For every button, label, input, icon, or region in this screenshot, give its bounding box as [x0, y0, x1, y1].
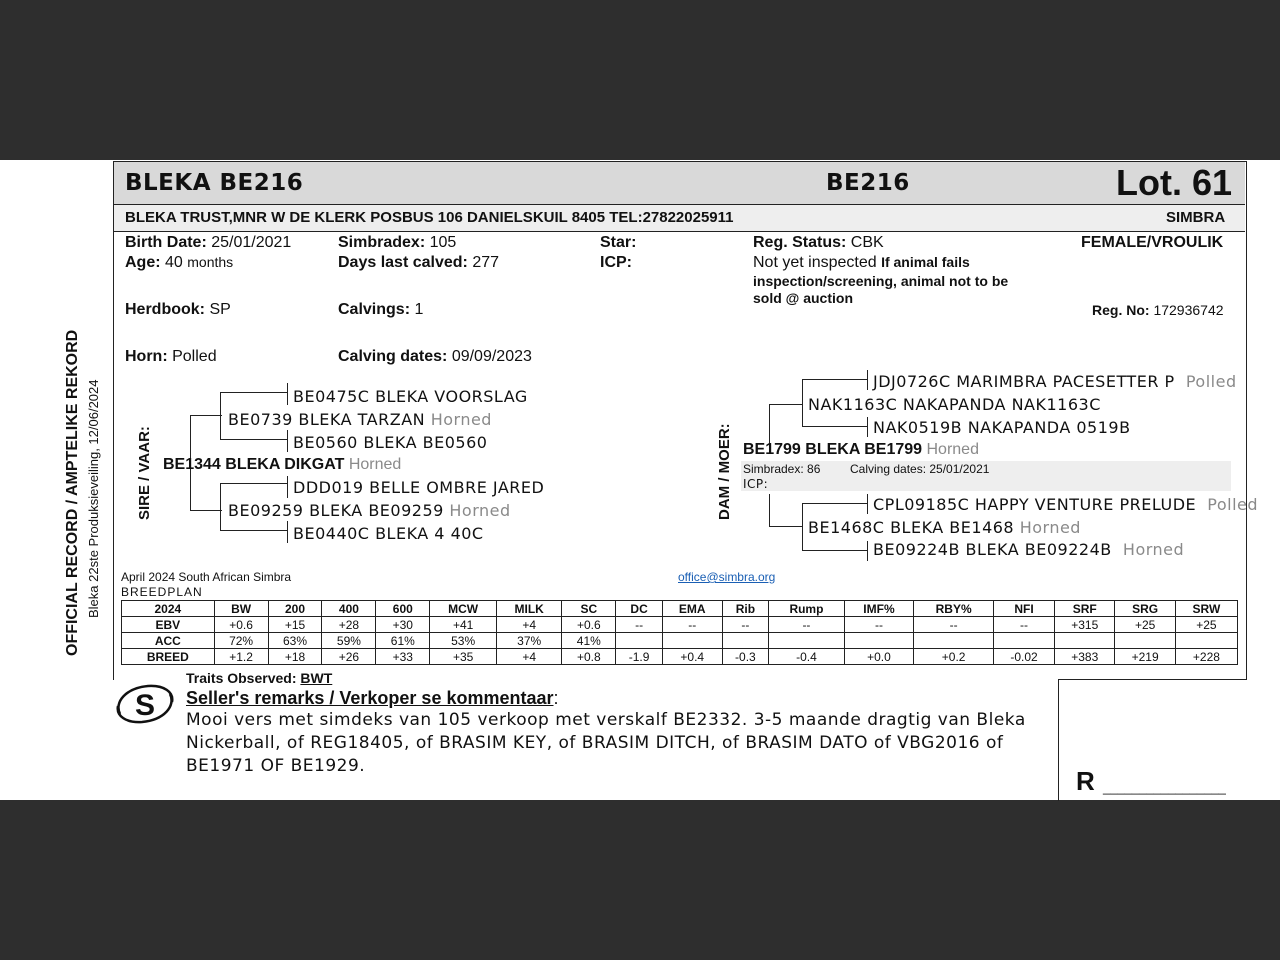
inspection-note-2: inspection/screening, animal not to be: [753, 273, 1009, 289]
ebv-cell: -0.3: [722, 649, 769, 665]
ebv-cell: [1055, 633, 1115, 649]
calvings-label: Calvings:: [338, 301, 411, 318]
remarks-title-text: Seller's remarks / Verkoper se kommentaar: [186, 688, 554, 708]
ebv-cell: +0.4: [662, 649, 722, 665]
calving-dates: [338, 348, 532, 366]
ebv-header-cell: BW: [214, 601, 268, 617]
ebv-header-cell: 2024: [122, 601, 215, 617]
ebv-cell: --: [844, 617, 914, 633]
inspection-note-1: If animal fails: [881, 254, 970, 270]
dam-ss-horn: Polled: [1185, 372, 1237, 391]
breed: SIMBRA: [1166, 209, 1226, 226]
ebv-header-cell: RBY%: [914, 601, 994, 617]
ebv-cell: +1.2: [214, 649, 268, 665]
ebv-header-cell: MCW: [430, 601, 497, 617]
calvings-value: 1: [414, 301, 424, 318]
dam-dd-name: BE09224B BLEKA BE09224B: [873, 540, 1112, 559]
traits-label: Traits Observed:: [186, 670, 297, 686]
dam-icp: ICP:: [743, 477, 769, 491]
sire-label: SIRE / VAAR:: [136, 426, 153, 520]
dam-sd: NAK0519B NAKAPANDA 0519B: [873, 418, 1131, 437]
ebv-cell: +219: [1115, 649, 1175, 665]
dam-dd-tick: [867, 541, 868, 561]
dam-ds-horn: Polled: [1207, 495, 1259, 514]
sire-d-horn: Horned: [449, 501, 511, 520]
ebv-header-cell: SRG: [1115, 601, 1175, 617]
ebv-cell: -0.02: [994, 649, 1055, 665]
ebv-cell: +25: [1175, 617, 1237, 633]
ebv-cell: [994, 633, 1055, 649]
herdbook-label: Herdbook:: [125, 301, 205, 318]
ebv-cell: +0.6: [214, 617, 268, 633]
ebv-cell: +18: [268, 649, 322, 665]
regno-label: Reg. No:: [1092, 302, 1150, 318]
ebv-cell: +28: [322, 617, 376, 633]
remarks-line-2: Nickerball, of REG18405, of BRASIM KEY, of BRASIM DITCH, of BRASIM DATO of VBG2016 of: [186, 733, 1004, 753]
sire-sd-tick: [287, 430, 288, 452]
ebv-cell: 37%: [497, 633, 562, 649]
sire-s: [228, 410, 492, 429]
ebv-header-row: [122, 601, 1238, 617]
dam-d-name: BE1468C BLEKA BE1468: [808, 518, 1015, 537]
sire-s-name: BE0739 BLEKA TARZAN: [228, 410, 426, 429]
birth-label: Birth Date:: [125, 234, 207, 251]
inspection-value: Not yet inspected: [753, 254, 877, 271]
regno-value: 172936742: [1153, 302, 1224, 318]
sale-name: Bleka 22ste Produksieveiling, 12/06/2024: [86, 379, 101, 618]
ebv-cell: --: [914, 617, 994, 633]
ebv-cell: -0.4: [769, 649, 844, 665]
sire-d: [228, 501, 511, 520]
ebv-cell: +0.6: [562, 617, 616, 633]
age: [125, 254, 233, 272]
ebv-cell: [914, 633, 994, 649]
ebv-header-cell: IMF%: [844, 601, 914, 617]
horn-label: Horn:: [125, 348, 168, 365]
ebv-table: [121, 600, 1238, 665]
dam-bracket-bottom: [769, 526, 803, 527]
ebv-header-cell: SC: [562, 601, 616, 617]
sire-ss-tick: [287, 383, 288, 405]
dam-s: NAK1163C NAKAPANDA NAK1163C: [808, 395, 1101, 414]
ebv-cell: [844, 633, 914, 649]
ebv-cell: +0.2: [914, 649, 994, 665]
owner-line: BLEKA TRUST,MNR W DE KLERK POSBUS 106 DANIELSKUIL 8405 TEL:27822025911: [125, 209, 734, 226]
remarks-line-3: BE1971 OF BE1929.: [186, 756, 366, 776]
ebv-cell: --: [722, 617, 769, 633]
ebv-row: [122, 617, 1238, 633]
reg-no: [1092, 302, 1224, 318]
ebv-cell: 53%: [430, 633, 497, 649]
price-blank[interactable]: _________________: [1103, 780, 1226, 795]
ebv-cell: [662, 633, 722, 649]
ebv-cell: +383: [1055, 649, 1115, 665]
sire-ss: BE0475C BLEKA VOORSLAG: [293, 387, 528, 406]
dam-bracket-upper: [769, 404, 770, 446]
ebv-cell: +4: [497, 649, 562, 665]
ebv-header-cell: Rump: [769, 601, 844, 617]
dam-ds-name: CPL09185C HAPPY VENTURE PRELUDE: [873, 495, 1197, 514]
simbradex: [338, 234, 456, 252]
dam-calving: Calving dates: 25/01/2021: [850, 462, 990, 476]
days-value: 277: [472, 254, 500, 271]
dam-d-line-bottom: [802, 550, 868, 551]
sire-dd: BE0440C BLEKA 4 40C: [293, 524, 484, 543]
ebv-cell: 61%: [376, 633, 430, 649]
reg-status: [753, 234, 884, 252]
ebv-cell: +26: [322, 649, 376, 665]
ebv-header-cell: SRW: [1175, 601, 1237, 617]
animal-name: BLEKA BE216: [125, 170, 304, 196]
ebv-cell: --: [994, 617, 1055, 633]
ebv-cell: --: [662, 617, 722, 633]
ebv-cell: +0.8: [562, 649, 616, 665]
icp-label: ICP:: [600, 254, 632, 271]
ebv-cell: [1115, 633, 1175, 649]
traits-value: BWT: [300, 670, 333, 686]
ebv-row: [122, 649, 1238, 665]
ebv-row-label: BREED: [122, 649, 215, 665]
ebv-header-cell: DC: [616, 601, 663, 617]
ebv-source: April 2024 South African Simbra: [121, 570, 292, 584]
dam-bracket-top: [769, 404, 803, 405]
dam-name: BE1799 BLEKA BE1799: [743, 441, 923, 458]
ebv-cell: +41: [430, 617, 497, 633]
ebv-cell: 41%: [562, 633, 616, 649]
sire-ds: DDD019 BELLE OMBRE JARED: [293, 478, 545, 497]
ebv-cell: [769, 633, 844, 649]
sire-name: BE1344 BLEKA DIKGAT: [163, 456, 345, 473]
dam-label: DAM / MOER:: [716, 423, 733, 520]
price-currency: R: [1076, 766, 1095, 796]
ebv-header-cell: 600: [376, 601, 430, 617]
dam-simbradex: Simbradex: 86: [743, 462, 821, 476]
dam-bracket-lower: [769, 494, 770, 527]
ebv-cell: 59%: [322, 633, 376, 649]
sire-ds-tick: [287, 476, 288, 498]
ebv-cell: +33: [376, 649, 430, 665]
simbradex-value: 105: [429, 234, 457, 251]
simbra-logo-icon: [112, 680, 178, 728]
sire-bracket-top: [190, 415, 222, 416]
dam-main: [743, 441, 979, 459]
ebv-cell: [1175, 633, 1237, 649]
dam-d-horn: Horned: [1019, 518, 1081, 537]
dam-s-line-top: [802, 379, 868, 380]
official-record-label: OFFICIAL RECORD / AMPTELIKE REKORD: [64, 329, 81, 656]
sire-s-line-top: [220, 392, 288, 393]
age-value: 40: [165, 254, 183, 271]
dam-s-bracket: [802, 379, 803, 427]
traits-observed: [186, 670, 332, 686]
dam-ds: [873, 495, 1258, 514]
ebv-cell: --: [616, 617, 663, 633]
ebv-cell: +15: [268, 617, 322, 633]
remarks-line-1: Mooi vers met simdeks van 105 verkoop met verskalf BE2332. 3-5 maande dragtig van Bleka: [186, 710, 1026, 730]
reg-status-label: Reg. Status:: [753, 234, 847, 251]
dam-horn: Horned: [926, 441, 979, 458]
dam-d-line-top: [802, 503, 868, 504]
calving-dates-label: Calving dates:: [338, 348, 448, 365]
inspection-status: [753, 254, 970, 272]
ebv-cell: 72%: [214, 633, 268, 649]
star-label: Star:: [600, 234, 637, 251]
sire-main: [163, 456, 401, 474]
animal-id: BE216: [826, 170, 910, 196]
lot-card: [0, 160, 1280, 800]
ebv-cell: 63%: [268, 633, 322, 649]
sire-d-bracket: [220, 483, 221, 531]
ebv-cell: --: [769, 617, 844, 633]
sire-s-horn: Horned: [430, 410, 492, 429]
sire-s-line-bottom: [220, 439, 288, 440]
ebv-header-cell: SRF: [1055, 601, 1115, 617]
calvings: [338, 301, 423, 319]
dam-sd-tick: [867, 417, 868, 437]
dam-d-bracket: [802, 503, 803, 551]
horn-value: Polled: [172, 348, 217, 365]
sire-horn: Horned: [348, 456, 402, 473]
birth-value: 25/01/2021: [211, 234, 292, 251]
ebv-cell: +35: [430, 649, 497, 665]
dam-dd-horn: Horned: [1122, 540, 1185, 559]
sire-dd-tick: [287, 521, 288, 543]
ebv-header-cell: MILK: [497, 601, 562, 617]
ebv-cell: +0.0: [844, 649, 914, 665]
ebv-cell: +25: [1115, 617, 1175, 633]
sire-sd: BE0560 BLEKA BE0560: [293, 433, 488, 452]
sire-bracket-bottom: [190, 510, 222, 511]
ebv-header-cell: 400: [322, 601, 376, 617]
days-label: Days last calved:: [338, 254, 468, 271]
sire-d-line-top: [220, 483, 288, 484]
logo-letter: S: [134, 689, 156, 722]
dam-d: [808, 518, 1081, 537]
ebv-cell: +315: [1055, 617, 1115, 633]
dam-dd: [873, 540, 1184, 559]
ebv-cell: +4: [497, 617, 562, 633]
sex: FEMALE/VROULIK: [1081, 234, 1224, 251]
herdbook-value: SP: [209, 301, 231, 318]
horn: [125, 348, 217, 366]
ebv-cell: [722, 633, 769, 649]
days-last-calved: [338, 254, 499, 272]
dam-s-line-bottom: [802, 426, 868, 427]
age-unit: months: [187, 254, 234, 270]
dam-ss-tick: [867, 370, 868, 390]
age-label: Age:: [125, 254, 161, 271]
remarks-title: Seller's remarks / Verkoper se kommentaar:: [186, 688, 559, 708]
sire-d-name: BE09259 BLEKA BE09259: [228, 501, 444, 520]
sire-s-bracket: [220, 392, 221, 440]
dam-ds-tick: [867, 494, 868, 514]
dam-ss: [873, 372, 1237, 391]
ebv-header-cell: Rib: [722, 601, 769, 617]
sire-d-line-bottom: [220, 530, 288, 531]
dam-ss-name: JDJ0726C MARIMBRA PACESETTER P: [873, 372, 1175, 391]
ebv-header-cell: 200: [268, 601, 322, 617]
ebv-cell: +30: [376, 617, 430, 633]
herdbook: [125, 301, 231, 319]
ebv-header-cell: NFI: [994, 601, 1055, 617]
ebv-cell: +228: [1175, 649, 1237, 665]
ebv-row-label: EBV: [122, 617, 215, 633]
ebv-cell: -1.9: [616, 649, 663, 665]
birth-date: [125, 234, 291, 252]
ebv-row: [122, 633, 1238, 649]
ebv-header-cell: EMA: [662, 601, 722, 617]
email-link[interactable]: office@simbra.org: [678, 570, 776, 584]
ebv-row-label: ACC: [122, 633, 215, 649]
calving-dates-value: 09/09/2023: [451, 348, 532, 365]
reg-status-value: CBK: [850, 234, 884, 251]
ebv-cell: [616, 633, 663, 649]
simbradex-label: Simbradex:: [338, 234, 426, 251]
lot-number: Lot. 61: [1116, 162, 1233, 203]
inspection-note-3: sold @ auction: [753, 290, 853, 306]
breedplan-label: BREEDPLAN: [121, 585, 203, 599]
